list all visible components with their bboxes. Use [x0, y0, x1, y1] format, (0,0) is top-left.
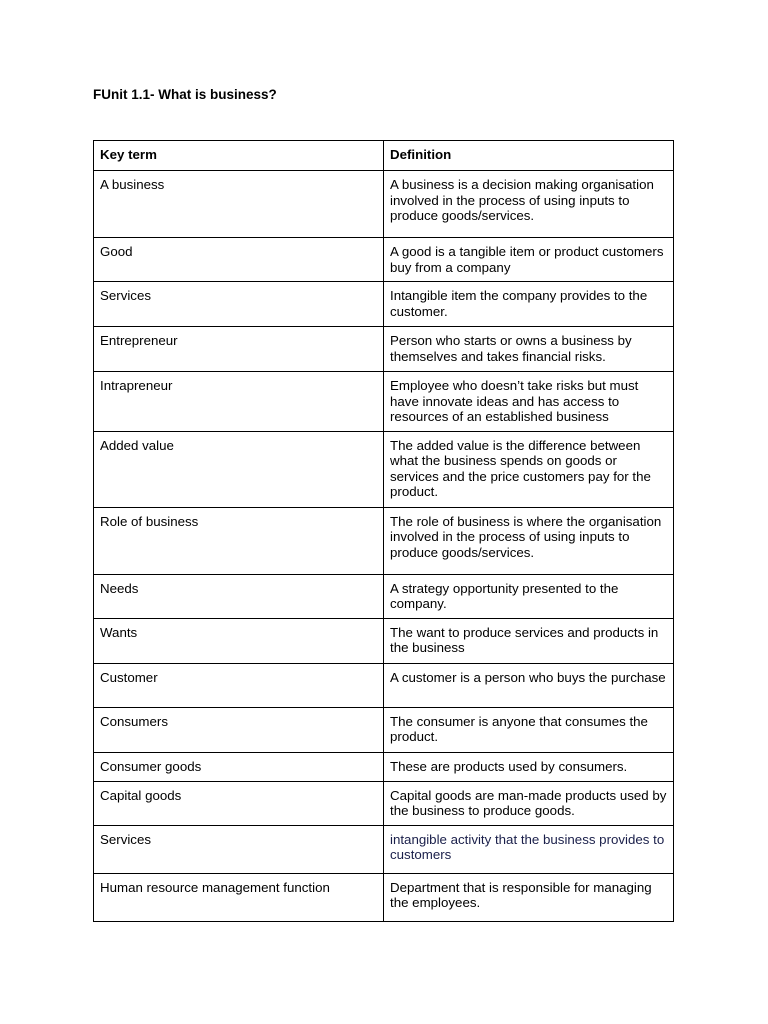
table-row	[94, 507, 674, 574]
table-row	[94, 372, 674, 432]
definition-cell: The added value is the difference between what the business spends on goods or services and the price customers pay for the product.	[384, 431, 674, 507]
term-cell: Good	[94, 238, 384, 282]
term-cell: Wants	[94, 618, 384, 663]
table-row	[94, 431, 674, 507]
header-definition: Definition	[384, 141, 674, 171]
term-cell: Role of business	[94, 507, 384, 574]
definition-cell: Department that is responsible for managing the employees.	[384, 873, 674, 921]
term-cell: A business	[94, 171, 384, 238]
table-row	[94, 752, 674, 781]
definition-cell: The role of business is where the organisation involved in the process of using inputs to produce goods/services.	[384, 507, 674, 574]
definition-cell: Person who starts or owns a business by themselves and takes financial risks.	[384, 327, 674, 372]
table-row	[94, 663, 674, 707]
definition-cell: A customer is a person who buys the purchase	[384, 663, 674, 707]
table-row	[94, 574, 674, 618]
key-terms-table	[93, 140, 674, 922]
term-cell: Services	[94, 825, 384, 873]
table-row	[94, 781, 674, 825]
term-cell: Intrapreneur	[94, 372, 384, 432]
definition-cell: A good is a tangible item or product customers buy from a company	[384, 238, 674, 282]
term-cell: Human resource management function	[94, 873, 384, 921]
definition-cell: intangible activity that the business provides to customers	[384, 825, 674, 873]
definition-cell: Employee who doesn’t take risks but must have innovate ideas and has access to resources of an established business	[384, 372, 674, 432]
term-cell: Needs	[94, 574, 384, 618]
definition-cell: A strategy opportunity presented to the company.	[384, 574, 674, 618]
table-row	[94, 327, 674, 372]
term-cell: Consumer goods	[94, 752, 384, 781]
definition-cell: Capital goods are man-made products used by the business to produce goods.	[384, 781, 674, 825]
table-row	[94, 171, 674, 238]
table-row	[94, 618, 674, 663]
table-row	[94, 238, 674, 282]
term-cell: Services	[94, 282, 384, 327]
term-cell: Capital goods	[94, 781, 384, 825]
term-cell: Added value	[94, 431, 384, 507]
definition-cell: These are products used by consumers.	[384, 752, 674, 781]
definition-cell: A business is a decision making organisation involved in the process of using inputs to produce goods/services.	[384, 171, 674, 238]
term-cell: Customer	[94, 663, 384, 707]
header-key-term: Key term	[94, 141, 384, 171]
definition-cell: The consumer is anyone that consumes the product.	[384, 707, 674, 752]
term-cell: Consumers	[94, 707, 384, 752]
term-cell: Entrepreneur	[94, 327, 384, 372]
page-title: FUnit 1.1- What is business?	[93, 87, 277, 102]
table-header-row	[94, 141, 674, 171]
definition-cell: Intangible item the company provides to the customer.	[384, 282, 674, 327]
table-row	[94, 873, 674, 921]
definition-cell: The want to produce services and products in the business	[384, 618, 674, 663]
table-row	[94, 707, 674, 752]
table-row	[94, 282, 674, 327]
table-row	[94, 825, 674, 873]
